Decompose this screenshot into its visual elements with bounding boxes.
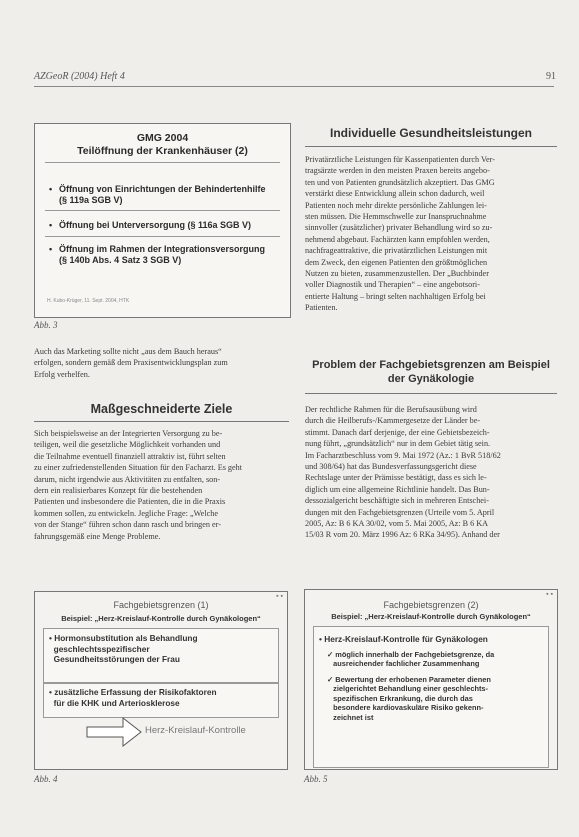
slide-subtitle: Beispiel: „Herz-Kreislauf-Kontrolle durch Gynäkologen“ [331,612,531,621]
figure-caption-5: Abb. 5 [304,774,328,784]
section-heading-targets: Maßgeschneiderte Ziele [90,402,233,416]
slide-check-item: ✓ Bewertung der erhobenen Parameter dienen zielgerichtet Behandlung einer geschlechts- spezifischen Erkrankung, die durch das besondere kardiovaskuläre Risiko gekenn- zeichnet ist [327,675,491,722]
slide-subtitle: Beispiel: „Herz-Kreislauf-Kontrolle durch Gynäkologen“ [61,614,261,623]
slide-rule [45,162,280,163]
slide-title-year: GMG 2004 [136,132,189,144]
heading-rule [34,421,289,422]
slide-figure-5 [304,589,558,770]
paragraph-targets: Sich beispielsweise an der Integrierten Versorgung zu be- teiligen, weil die gesetzliche Möglichkeit vorhanden und die Teilnahme eventuell finanziell attraktiv ist, führt selten zu einer zufriedenstellenden Situation für den Facharzt. Es geht darum, nicht irgendwie aus Aktivitäten zu entfalten, son- dern ein realisierbares Konzept für die bestehenden Patienten und insbesondere die Patienten, die in die Praxis kommen sollen, zu entwickeln. Jegliche Frage: „Welche von der Stange“ führen schon dann rasch und bringen er- fahrungsgemäß eine Menge Probleme. [34,429,243,541]
bullet-icon: • [49,244,53,254]
slide-bullet-item: • Öffnung im Rahmen der Integrationsversorgung (§ 140b Abs. 4 Satz 3 SGB V) [49,244,266,265]
slide-bullet-item: • Öffnung bei Unterversorgung (§ 116a SGB V) [49,220,252,230]
page-number: 91 [546,71,556,82]
slide-title: Teilöffnung der Krankenhäuser (2) [77,145,248,157]
check-icon: ✓ [327,650,334,659]
heading-rule [305,393,557,394]
arrow-label: Herz-Kreislauf-Kontrolle [145,725,246,736]
paragraph-igel: Privatärztliche Leistungen für Kassenpatienten durch Ver- tragsärzte werden in den meisten Praxen bereits angebo- ten und von Patienten grundsätzlich akzeptiert. Das GMG verstärkt diese Entwicklung allein schon dadurch, weil Patienten noch mehr direkte persönliche Zahlungen lei- sten müssen. Die Hemmschwelle zur Inanspruchnahme sinnvoller (zusätzlicher) privater Behandlung wird so zu- nehmend abgebaut. Fachärzten kann empfohlen werden, nachfrageattraktive, die privatärztlichen Leistungen mit dem Zweck, den eigenen Patienten den größtmöglichen Nutzen zu bieten, zusammenzustellen. Der „Buchbinder voller Diagnostik und Therapien“ – eine angebotsori- entierte Haltung – bringt selten nachhaltigen Erfolg bei Patienten. [305,155,495,313]
slide-title: Fachgebietsgrenzen (1) [113,600,209,610]
slide-rule [45,236,280,237]
slide-bullet-item: • zusätzliche Erfassung der Risikofaktoren für die KHK und Arteriosklerose [49,687,217,708]
heading-rule [305,146,557,147]
bullet-icon: • [49,220,53,230]
journal-reference: AZGeoR (2004) Heft 4 [34,71,125,82]
slide-corner-mark: ▪ ▪ [546,591,553,598]
check-icon: ✓ [327,675,334,684]
paragraph-problem: Der rechtliche Rahmen für die Berufsausübung wird durch die Heilberufs-/Kammergesetze der Länder be- stimmt. Danach darf derjenige, der eine Gebietsbezeich- nung führt, „grundsätzlich“ nur in dem Gebiet tätig sein. Im Facharztbeschluss vom 9. Mai 1972 (Az.: 1 BvR 518/62 und 308/64) hat das Bundesverfassungsgericht diese Rechtslage unter der Prämisse bestätigt, dass es sich le- diglich um eine allgemeine Richtlinie handelt. Das Bun- dessozialgericht beschäftigte sich in mehreren Entschei- dungen mit den Fachgebietsgrenzen (Urteile vom 5. April 2005, Az: B 6 KA 30/02, vom 5. Mai 2005, Az: B 6 KA 15/03 R vom 20. März 1996 Az: 6 RKa 34/95). Anhand der [305,405,501,540]
slide-rule [45,210,280,211]
bullet-icon: • [49,184,53,194]
section-heading-igel: Individuelle Gesundheitsleistungen [329,126,533,140]
paragraph-marketing: Auch das Marketing sollte nicht „aus dem Bauch heraus“ erfolgen, sondern gemäß dem Praxisentwicklungsplan zum Erfolg verhelfen. [34,347,228,379]
header-rule [34,86,554,87]
slide-footnote: H. Kubo-Krüger, 11. Sept. 2004, HTK [47,298,130,304]
slide-corner-mark: ▪ ▪ [276,593,283,600]
slide-check-item: ✓ möglich innerhalb der Fachgebietsgrenze, da ausreichender fachlicher Zusammenhang [327,650,495,669]
slide-figure-4 [34,591,288,770]
section-heading-problem: Problem der Fachgebietsgrenzen am Beispiel der Gynäkologie [312,359,550,385]
slide-figure-3 [34,123,291,318]
slide-bullet-item: • Hormonsubstitution als Behandlung geschlechtsspezifischer Gesundheitsstörungen der Frau [49,633,198,664]
slide-bullet-item: • Öffnung von Einrichtungen der Behindertenhilfe (§ 119a SGB V) [49,184,266,205]
slide-title: Fachgebietsgrenzen (2) [383,600,479,610]
figure-caption-3: Abb. 3 [34,320,58,330]
slide-bullet-heading: • Herz-Kreislauf-Kontrolle für Gynäkologen [319,634,488,644]
figure-caption-4: Abb. 4 [34,774,58,784]
